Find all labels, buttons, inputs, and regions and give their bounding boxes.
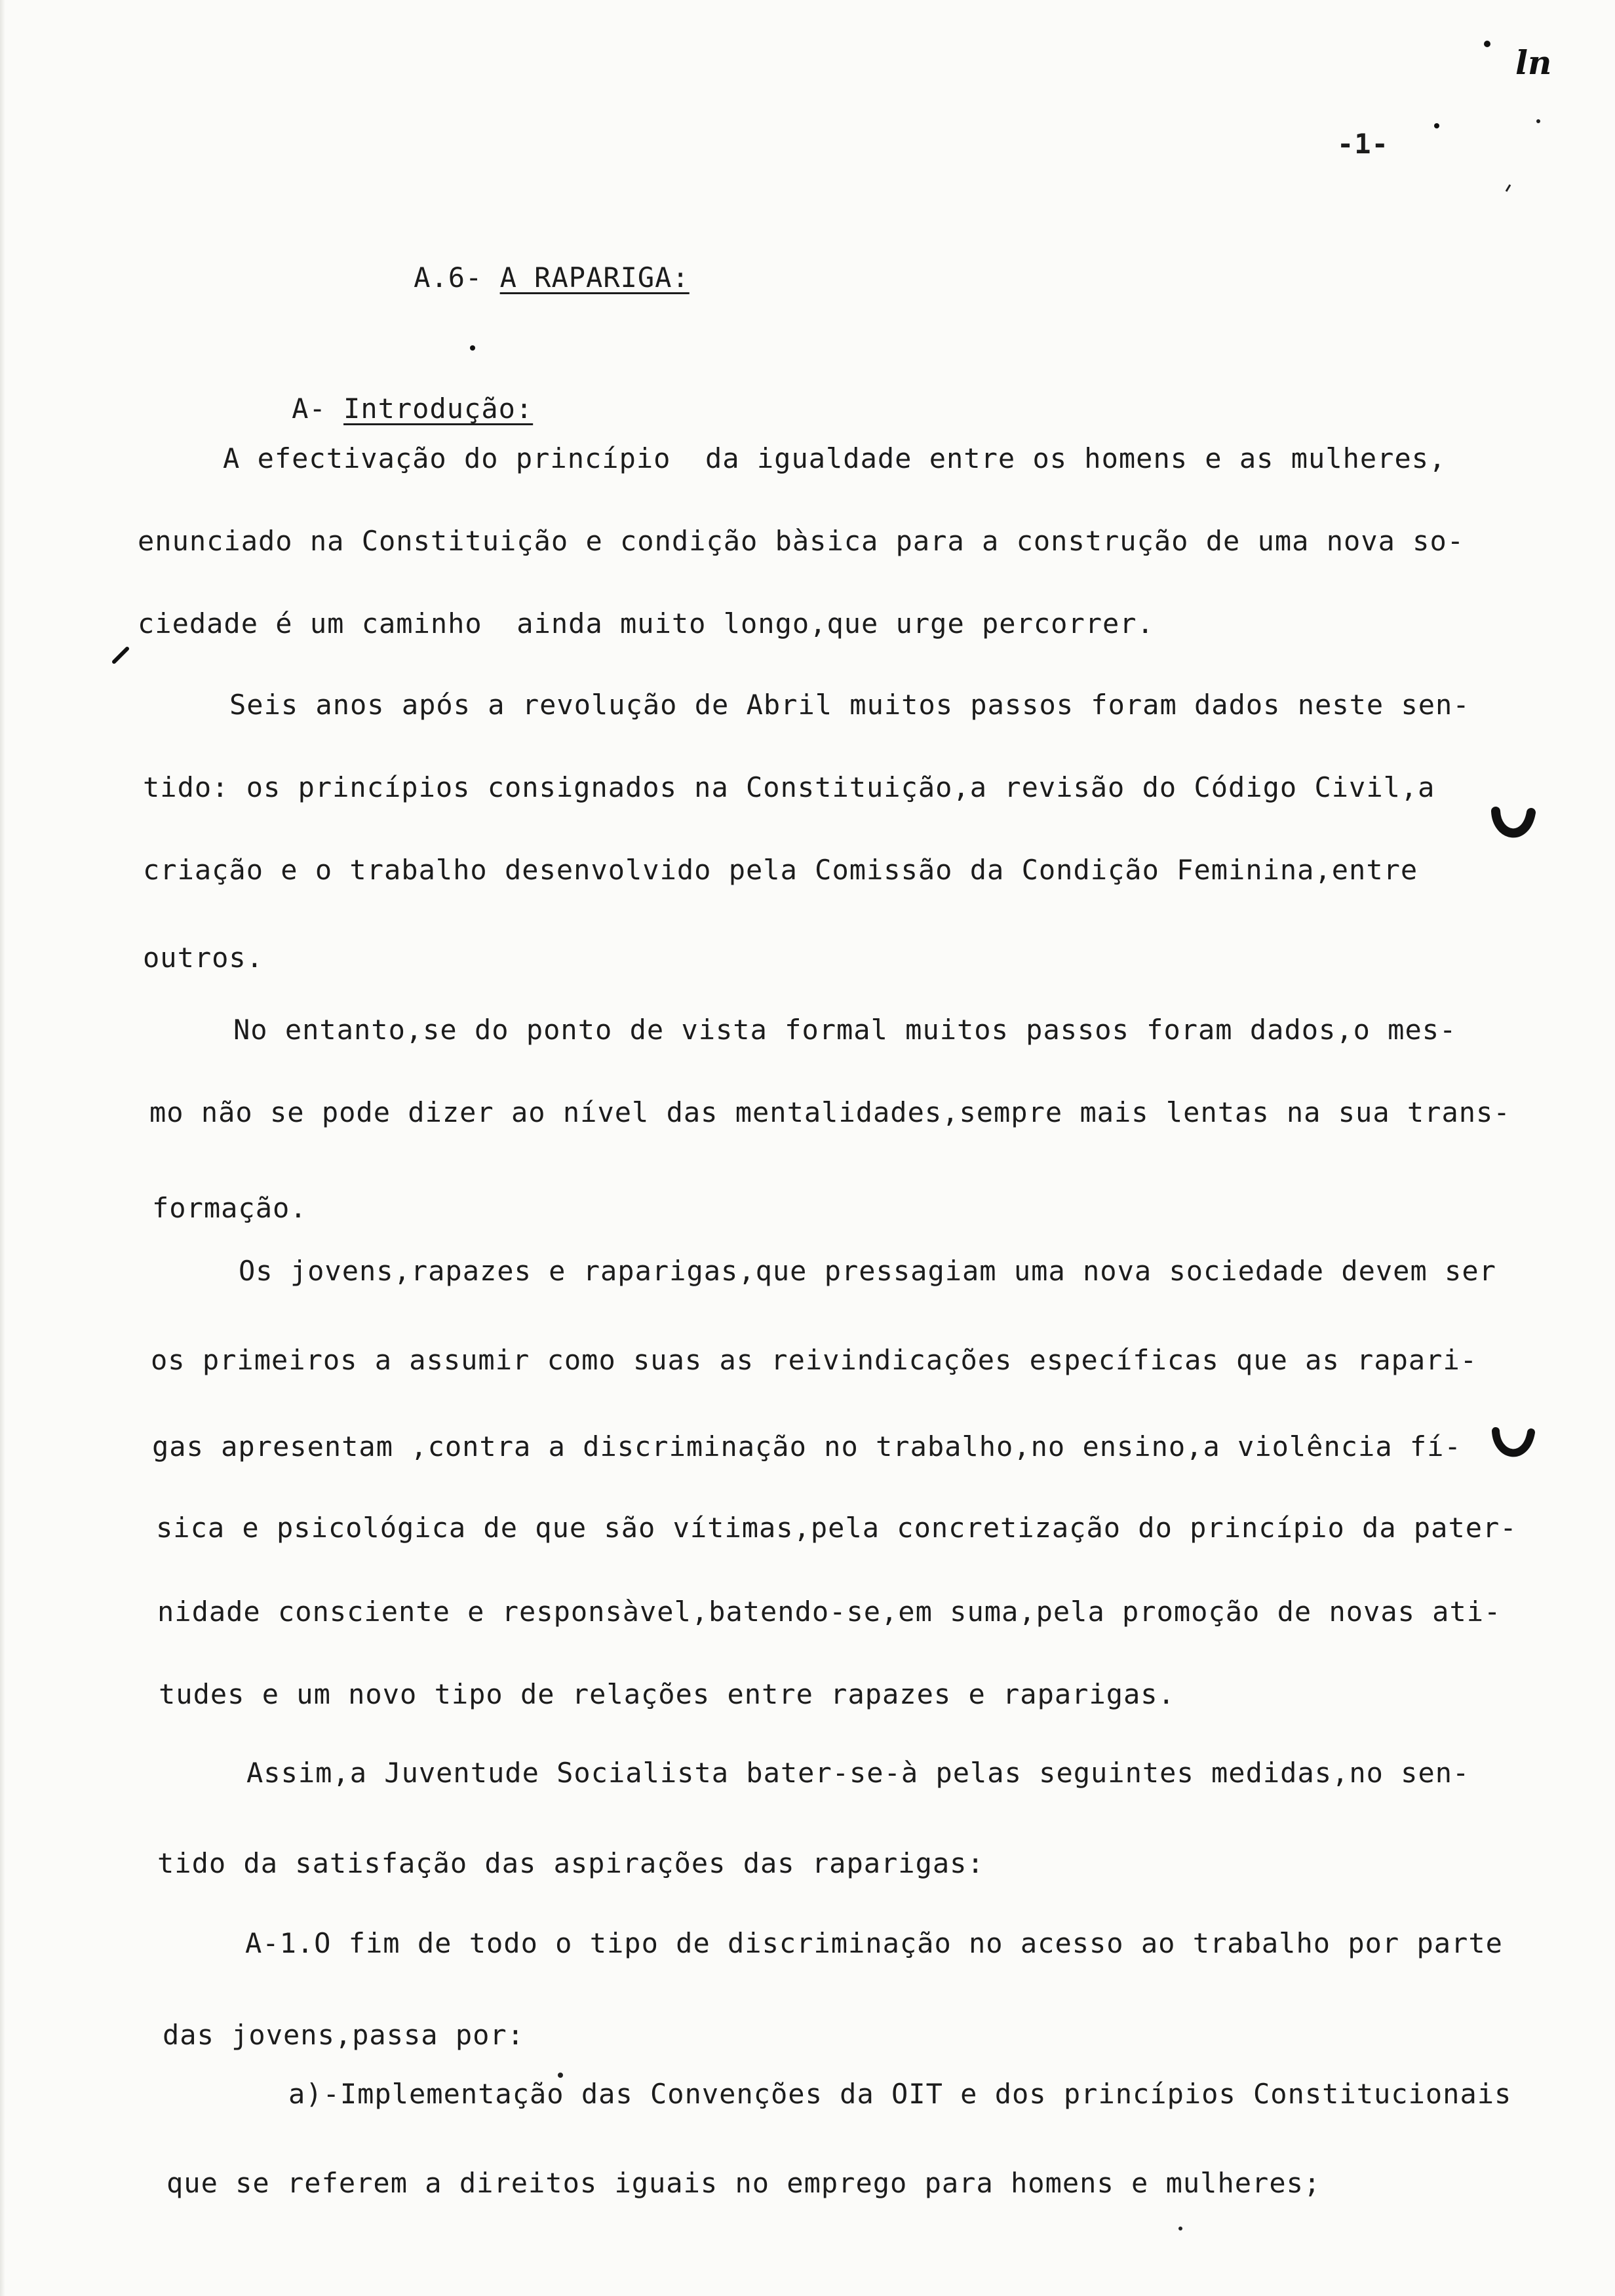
ink-speck-icon bbox=[557, 2072, 564, 2078]
margin-check-mark-icon bbox=[1488, 1425, 1540, 1470]
text-line: Assim,a Juventude Socialista bater-se-à pelas seguintes medidas,no sen- bbox=[246, 1757, 1470, 1789]
text-line: No entanto,se do ponto de vista formal muitos passos foram dados,o mes- bbox=[233, 1014, 1457, 1046]
text-line: sica e psicológica de que são vítimas,pela concretização do princípio da pater- bbox=[156, 1512, 1517, 1544]
text-line: das jovens,passa por: bbox=[163, 2019, 525, 2051]
margin-check-mark-icon bbox=[1488, 803, 1540, 849]
text-line: nidade consciente e responsàvel,batendo-se,em suma,pela promoção de novas ati- bbox=[157, 1596, 1502, 1628]
text-line: os primeiros a assumir como suas as reivindicações específicas que as rapari- bbox=[151, 1344, 1478, 1376]
ink-speck-icon bbox=[1535, 118, 1542, 124]
text-line: A-1.O fim de todo o tipo de discriminação no acesso ao trabalho por parte bbox=[245, 1927, 1503, 1959]
text-line: outros. bbox=[143, 942, 264, 974]
text-line: Seis anos após a revolução de Abril muitos passos foram dados neste sen- bbox=[229, 689, 1470, 721]
pen-tick-icon bbox=[111, 645, 131, 664]
scan-edge bbox=[0, 0, 5, 2296]
ink-speck-icon bbox=[1483, 39, 1492, 48]
page-number: -1- bbox=[1337, 128, 1389, 160]
ink-speck-icon bbox=[1505, 183, 1511, 193]
ink-speck-icon bbox=[1433, 122, 1441, 130]
text-line: a)-Implementação das Convenções da OIT e dos princípios Constitucionais bbox=[288, 2078, 1512, 2110]
subsection-title: Introdução: bbox=[343, 392, 534, 425]
ink-speck-icon bbox=[1177, 2225, 1184, 2232]
section-code: A.6- bbox=[414, 261, 483, 294]
handwritten-initials: ln bbox=[1515, 43, 1552, 82]
text-line: A efectivação do princípio da igualdade entre os homens e as mulheres, bbox=[223, 442, 1447, 474]
text-line: enunciado na Constituição e condição bàsica para a construção de uma nova so- bbox=[138, 525, 1465, 557]
text-line: tido da satisfação das aspirações das raparigas: bbox=[157, 1847, 984, 1879]
section-heading bbox=[345, 227, 690, 329]
subsection-code: A- bbox=[292, 392, 326, 425]
text-line: ciedade é um caminho ainda muito longo,que urge percorrer. bbox=[138, 607, 1154, 640]
text-line: criação e o trabalho desenvolvido pela Comissão da Condição Feminina,entre bbox=[143, 854, 1418, 886]
text-line: Os jovens,rapazes e raparigas,que pressagiam uma nova sociedade devem ser bbox=[239, 1255, 1496, 1287]
section-title: A RAPARIGA: bbox=[499, 261, 690, 294]
text-line: mo não se pode dizer ao nível das mentalidades,sempre mais lentas na sua trans- bbox=[149, 1096, 1511, 1128]
text-line: que se referem a direitos iguais no emprego para homens e mulheres; bbox=[166, 2167, 1321, 2199]
text-line: gas apresentam ,contra a discriminação no trabalho,no ensino,a violência fí- bbox=[152, 1430, 1462, 1463]
text-line: tudes e um novo tipo de relações entre rapazes e raparigas. bbox=[159, 1678, 1175, 1710]
ink-speck-icon bbox=[469, 345, 476, 351]
text-line: tido: os princípios consignados na Constituição,a revisão do Código Civil,a bbox=[143, 771, 1435, 803]
text-line: formação. bbox=[152, 1192, 307, 1224]
